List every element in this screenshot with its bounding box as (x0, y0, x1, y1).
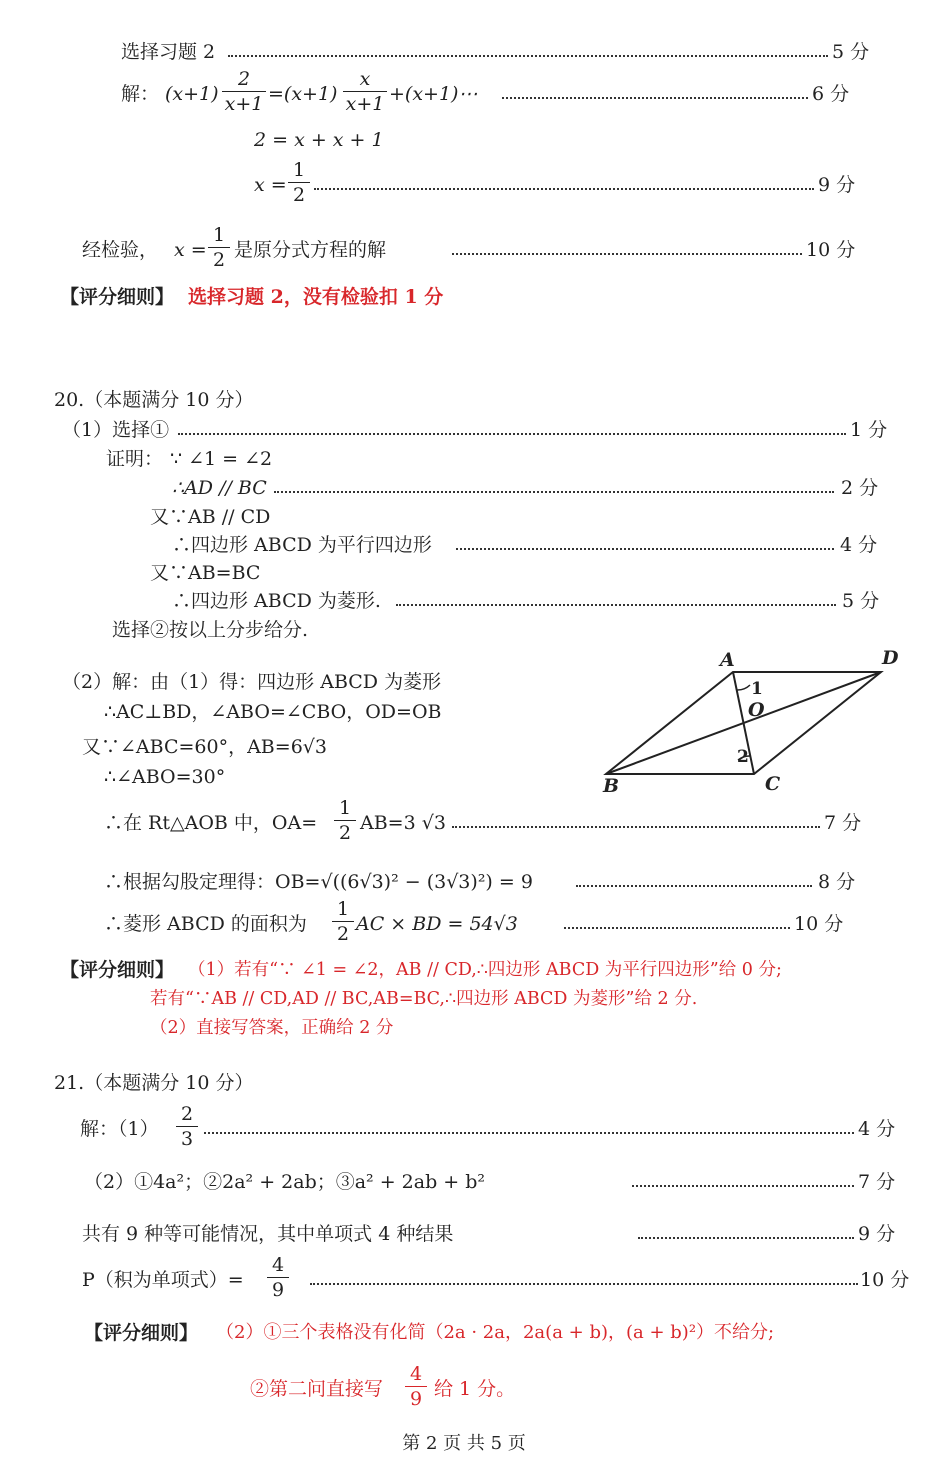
score: 6 分 (812, 83, 850, 105)
leader-dots (310, 1283, 858, 1285)
leader-dots (178, 433, 846, 435)
grading-rule-text: 给 1 分。 (434, 1378, 516, 1400)
solution-step: AC × BD = 54√3 (356, 913, 518, 935)
fraction: 2 x+1 (222, 68, 266, 115)
proof-label: 证明： (106, 448, 164, 470)
score: 10 分 (860, 1269, 910, 1291)
score: 5 分 (842, 590, 880, 612)
fraction: 1 2 (208, 224, 230, 271)
score: 2 分 (841, 477, 879, 499)
leader-dots (638, 1237, 854, 1239)
solution-step: AB=3 √3 (360, 812, 446, 834)
proof-step: 又∵AB=BC (150, 562, 261, 584)
fraction: 1 2 (288, 159, 310, 206)
grading-rule-text: （2）直接写答案，正确给 2 分 (150, 1018, 394, 1038)
grading-rule-text: ②第二问直接写 (250, 1378, 384, 1400)
equation-part: +(x+1)⋯ (389, 83, 478, 105)
score: 10 分 (794, 913, 844, 935)
fraction: 2 3 (176, 1103, 198, 1150)
proof-step: ∴四边形 ABCD 为平行四边形 (172, 534, 432, 556)
solution-step: ∴∠ABO=30° (104, 766, 226, 788)
grading-rule-text: （1）若有“∵ ∠1 = ∠2，AB // CD,∴四边形 ABCD 为平行四边形”给 0 分; (188, 960, 782, 980)
angle-label-1: 1 (751, 679, 763, 699)
grading-rule-label: 【评分细则】 (60, 959, 175, 981)
solution-step: ∴AC⊥BD，∠ABO=∠CBO，OD=OB (104, 701, 442, 723)
leader-dots (452, 826, 820, 828)
leader-dots (456, 548, 834, 550)
rhombus-figure (596, 644, 906, 800)
leader-dots (274, 491, 834, 493)
solution-step: ∴根据勾股定理得：OB=√((6√3)² − (3√3)²) = 9 (104, 871, 533, 893)
proof-step: ∵ ∠1 = ∠2 (170, 448, 273, 470)
leader-dots (502, 97, 808, 99)
proof-note: 选择②按以上分步给分. (112, 619, 309, 641)
leader-dots (632, 1185, 854, 1187)
solution-label: 解： (121, 83, 160, 105)
solution-step: （2）①4a²；②2a² + 2ab；③a² + 2ab + b² (84, 1171, 486, 1193)
score: 4 分 (840, 534, 878, 556)
fraction: 4 9 (405, 1363, 427, 1410)
score: 9 分 (818, 174, 856, 196)
score: 7 分 (824, 812, 862, 834)
grading-rule-text: （2）①三个表格没有化简（2a · 2a，2a(a + b)，(a + b)²）不给分; (216, 1322, 775, 1343)
proof-step: 又∵AB // CD (150, 506, 271, 528)
score: 7 分 (858, 1171, 896, 1193)
score: 8 分 (818, 871, 856, 893)
grading-rule-text: 选择习题 2，没有检验扣 1 分 (188, 286, 444, 308)
check-text: 是原分式方程的解 (234, 239, 387, 261)
solution-step: 解：（1） (80, 1118, 159, 1140)
proof-step: ∴四边形 ABCD 为菱形. (172, 590, 381, 612)
vertex-label-c: C (765, 773, 781, 795)
solution-step: 共有 9 种等可能情况，其中单项式 4 种结果 (82, 1223, 454, 1245)
leader-dots (396, 604, 836, 606)
fraction: 4 9 (267, 1254, 289, 1301)
fraction: 1 2 (334, 797, 356, 844)
vertex-label-b: B (603, 775, 620, 797)
score: 9 分 (858, 1223, 896, 1245)
part-label: （2）解：由（1）得：四边形 ABCD 为菱形 (62, 671, 442, 693)
proof-step: ∴AD // BC (172, 477, 267, 499)
fraction: x x+1 (343, 68, 387, 115)
leader-dots (576, 885, 812, 887)
equation: 2 = x + x + 1 (254, 129, 384, 151)
grading-rule-label: 【评分细则】 (60, 286, 175, 308)
solution-step: ∴在 Rt△AOB 中，OA= (104, 812, 318, 834)
check-text: 经检验， (82, 239, 159, 261)
equation-part: x = (174, 239, 207, 261)
score: 10 分 (806, 239, 856, 261)
part-label: （1）选择① (62, 419, 170, 441)
angle-label-2: 2 (737, 747, 749, 767)
grading-rule-text: 若有“∵AB // CD,AD // BC,AB=BC,∴四边形 ABCD 为菱形”给 2 分. (150, 989, 698, 1009)
angle-1-arc (737, 685, 750, 690)
leader-dots (228, 55, 828, 57)
page-footer: 第 2 页 共 5 页 (402, 1433, 526, 1454)
equation-part: x = (254, 174, 287, 196)
score: 5 分 (832, 41, 870, 63)
question-title: 20.（本题满分 10 分） (54, 389, 254, 411)
vertex-label-d: D (882, 647, 899, 669)
solution-step: ∴菱形 ABCD 的面积为 (104, 913, 307, 935)
solution-step: P（积为单项式）= (82, 1269, 244, 1291)
q19-choose: 选择习题 2 (121, 41, 216, 63)
score: 4 分 (858, 1118, 896, 1140)
leader-dots (452, 253, 802, 255)
equation-part: =(x+1) (268, 83, 338, 105)
grading-rule-label: 【评分细则】 (84, 1322, 199, 1344)
leader-dots (564, 927, 790, 929)
question-title: 21.（本题满分 10 分） (54, 1072, 254, 1094)
leader-dots (204, 1132, 854, 1134)
score: 1 分 (850, 419, 888, 441)
solution-step: 又∵∠ABC=60°，AB=6√3 (82, 736, 327, 758)
leader-dots (314, 188, 814, 190)
center-label-o: O (748, 699, 765, 721)
fraction: 1 2 (332, 898, 354, 945)
equation-part: (x+1) (165, 83, 219, 105)
vertex-label-a: A (720, 649, 735, 671)
